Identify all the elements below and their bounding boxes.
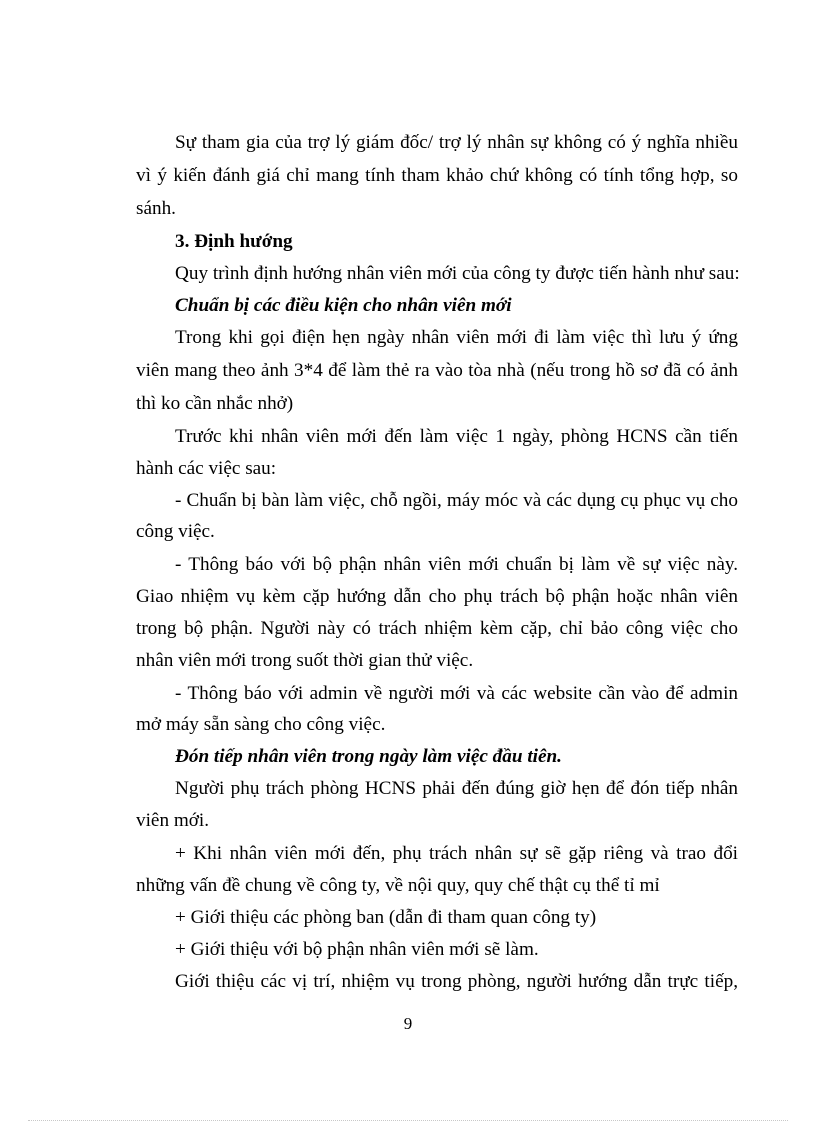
paragraph-line: Quy trình định hướng nhân viên mới của công ty được tiến hành như sau: xyxy=(175,263,740,284)
paragraph-line: vì ý kiến đánh giá chỉ mang tính tham khảo chứ không có tính tổng hợp, so xyxy=(136,165,738,186)
paragraph-line: thì ko cần nhắc nhở) xyxy=(136,393,294,414)
paragraph-line: Người phụ trách phòng HCNS phải đến đúng giờ hẹn để đón tiếp nhân xyxy=(175,778,738,799)
paragraph-line: sánh. xyxy=(136,198,176,219)
paragraph-line: Trong khi gọi điện hẹn ngày nhân viên mới đi làm việc thì lưu ý ứng xyxy=(175,327,738,348)
list-item-line: Giao nhiệm vụ kèm cặp hướng dẫn cho phụ trách bộ phận hoặc nhân viên xyxy=(136,586,738,607)
list-item-line: nhân viên mới trong suốt thời gian thử việc. xyxy=(136,650,474,671)
list-item-line: + Giới thiệu với bộ phận nhân viên mới sẽ làm. xyxy=(175,939,539,960)
list-item-line: công việc. xyxy=(136,521,215,542)
list-item-line: - Thông báo với bộ phận nhân viên mới chuẩn bị làm về sự việc này. xyxy=(175,554,738,575)
paragraph-line: viên mang theo ảnh 3*4 để làm thẻ ra vào tòa nhà (nếu trong hồ sơ đã có ảnh xyxy=(136,360,738,381)
paragraph-line: Trước khi nhân viên mới đến làm việc 1 ngày, phòng HCNS cần tiến xyxy=(175,426,738,447)
list-item-line: trong bộ phận. Người này có trách nhiệm kèm cặp, chỉ bảo công việc cho xyxy=(136,618,738,639)
paragraph-line: hành các việc sau: xyxy=(136,458,277,479)
page-number: 9 xyxy=(403,1014,413,1033)
section-heading: 3. Định hướng xyxy=(175,231,293,252)
paragraph-line: viên mới. xyxy=(136,810,210,831)
list-item-line: những vấn đề chung về công ty, về nội quy, quy chế thật cụ thể tỉ mỉ xyxy=(136,875,660,896)
subsection-heading: Đón tiếp nhân viên trong ngày làm việc đầu tiên. xyxy=(175,746,562,767)
paragraph-line: Sự tham gia của trợ lý giám đốc/ trợ lý nhân sự không có ý nghĩa nhiều xyxy=(175,132,738,153)
list-item-line: + Giới thiệu các phòng ban (dẫn đi tham quan công ty) xyxy=(175,907,597,928)
paragraph-line: Giới thiệu các vị trí, nhiệm vụ trong phòng, người hướng dẫn trực tiếp, xyxy=(175,971,738,992)
list-item-line: - Chuẩn bị bàn làm việc, chỗ ngồi, máy móc và các dụng cụ phục vụ cho xyxy=(175,490,738,511)
list-item-line: - Thông báo với admin về người mới và các website cần vào để admin xyxy=(175,683,738,704)
subsection-heading: Chuẩn bị các điều kiện cho nhân viên mới xyxy=(175,295,512,316)
page-bottom-divider xyxy=(28,1120,788,1121)
list-item-line: mở máy sẵn sàng cho công việc. xyxy=(136,714,386,735)
list-item-line: + Khi nhân viên mới đến, phụ trách nhân sự sẽ gặp riêng và trao đổi xyxy=(175,843,738,864)
